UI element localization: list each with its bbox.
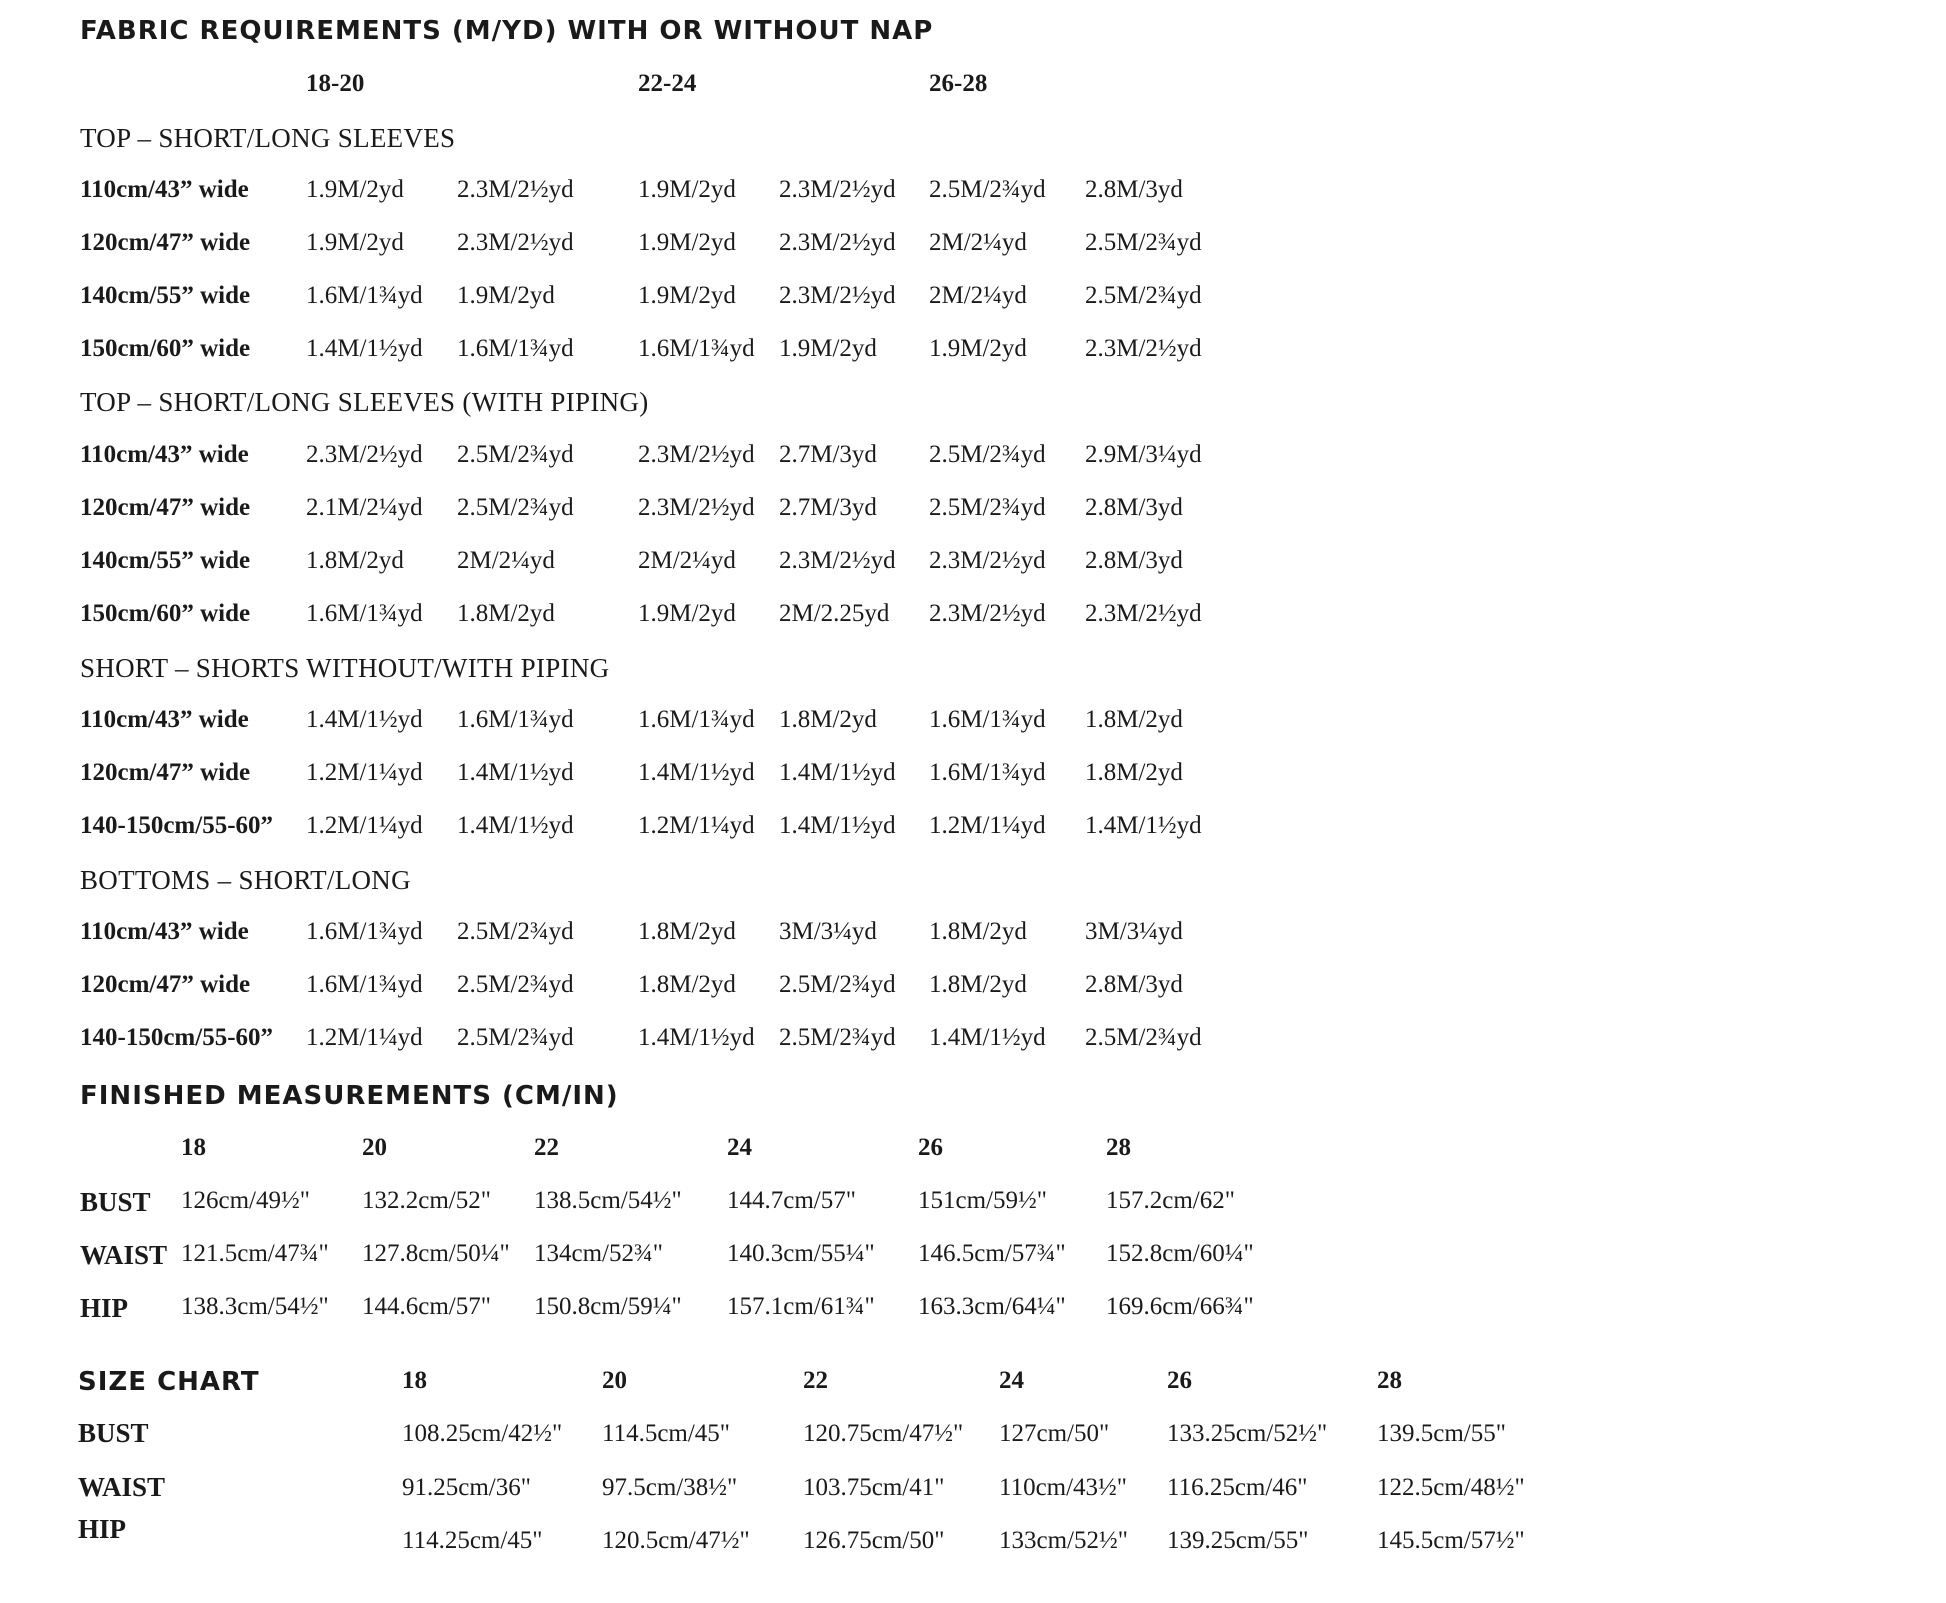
measurement-value: 140.3cm/55¼" — [727, 1240, 875, 1267]
size-chart-value: 120.75cm/47½" — [803, 1420, 964, 1447]
size-chart-value: 114.5cm/45" — [602, 1420, 731, 1447]
fabric-value: 2.3M/2½yd — [779, 229, 896, 256]
size-header: 28 — [1106, 1134, 1131, 1161]
fabric-value: 2.5M/2¾yd — [457, 918, 574, 945]
size-chart-value: 108.25cm/42½" — [402, 1420, 563, 1447]
fabric-value: 2.5M/2¾yd — [457, 971, 574, 998]
fabric-value: 2.3M/2½yd — [457, 229, 574, 256]
fabric-value: 1.6M/1¾yd — [929, 759, 1046, 786]
fabric-row — [0, 441, 1946, 481]
fabric-value: 2.5M/2¾yd — [929, 176, 1046, 203]
size-chart-value: 114.25cm/45" — [402, 1527, 543, 1554]
fabric-value: 1.8M/2yd — [779, 706, 877, 733]
fabric-value: 1.6M/1¾yd — [929, 706, 1046, 733]
size-chart-value: 110cm/43½" — [999, 1474, 1128, 1501]
fabric-value: 2M/2¼yd — [638, 547, 736, 574]
fabric-value: 2.7M/3yd — [779, 441, 877, 468]
fabric-value: 2.1M/2¼yd — [306, 494, 423, 521]
fabric-title: FABRIC REQUIREMENTS (M/YD) WITH OR WITHOUT NAP — [80, 16, 934, 46]
fabric-row — [0, 494, 1946, 534]
fabric-row — [0, 706, 1946, 746]
fabric-row — [0, 547, 1946, 587]
fabric-value: 1.9M/2yd — [457, 282, 555, 309]
measurement-value: 169.6cm/66¾" — [1106, 1293, 1254, 1320]
fabric-value: 2.3M/2½yd — [638, 441, 755, 468]
fabric-value: 2.8M/3yd — [1085, 176, 1183, 203]
size-header: 28 — [1377, 1367, 1402, 1394]
size-chart-label: WAIST — [78, 1472, 166, 1502]
fabric-value: 1.9M/2yd — [638, 600, 736, 627]
measurement-value: 144.6cm/57" — [362, 1293, 491, 1320]
fabric-value: 3M/3¼yd — [779, 918, 877, 945]
fabric-value: 2.5M/2¾yd — [457, 441, 574, 468]
fabric-value: 2.3M/2½yd — [1085, 600, 1202, 627]
fabric-value: 2M/2¼yd — [929, 282, 1027, 309]
measurement-value: 157.1cm/61¾" — [727, 1293, 875, 1320]
fabric-value: 2.3M/2½yd — [779, 176, 896, 203]
fabric-value: 1.2M/1¼yd — [638, 812, 755, 839]
fabric-value: 1.4M/1½yd — [779, 759, 896, 786]
fabric-value: 1.8M/2yd — [638, 918, 736, 945]
fabric-value: 1.8M/2yd — [929, 971, 1027, 998]
size-chart-value: 103.75cm/41" — [803, 1474, 945, 1501]
fabric-value: 1.4M/1½yd — [638, 1024, 755, 1051]
fabric-value: 1.2M/1¼yd — [306, 1024, 423, 1051]
fabric-value: 1.4M/1½yd — [457, 759, 574, 786]
fabric-value: 1.9M/2yd — [929, 335, 1027, 362]
section-title: SHORT – SHORTS WITHOUT/WITH PIPING — [80, 653, 610, 683]
size-chart-value: 120.5cm/47½" — [602, 1527, 750, 1554]
size-chart-label: HIP — [78, 1514, 127, 1544]
fabric-value: 1.4M/1½yd — [638, 759, 755, 786]
fabric-value: 1.2M/1¼yd — [929, 812, 1046, 839]
fabric-width-label: 110cm/43” wide — [80, 706, 249, 733]
fabric-value: 1.9M/2yd — [306, 229, 404, 256]
fabric-value: 1.6M/1¾yd — [457, 335, 574, 362]
fabric-width-label: 120cm/47” wide — [80, 971, 251, 998]
fabric-row — [0, 335, 1946, 375]
fabric-value: 1.9M/2yd — [638, 282, 736, 309]
size-chart-value: 133.25cm/52½" — [1167, 1420, 1328, 1447]
size-header: 18 — [402, 1367, 427, 1394]
size-chart-row — [0, 1527, 1946, 1567]
finished-row — [0, 1187, 1946, 1227]
size-chart-value: 97.5cm/38½" — [602, 1474, 738, 1501]
fabric-row — [0, 600, 1946, 640]
measurement-value: 151cm/59½" — [918, 1187, 1047, 1214]
fabric-row — [0, 282, 1946, 322]
size-header: 24 — [727, 1134, 752, 1161]
fabric-value: 1.4M/1½yd — [929, 1024, 1046, 1051]
fabric-value: 1.8M/2yd — [638, 971, 736, 998]
section-title: TOP – SHORT/LONG SLEEVES — [80, 123, 456, 153]
measurement-value: 163.3cm/64¼" — [918, 1293, 1066, 1320]
fabric-value: 2.3M/2½yd — [929, 547, 1046, 574]
fabric-value: 1.6M/1¾yd — [638, 706, 755, 733]
fabric-value: 2.5M/2¾yd — [457, 1024, 574, 1051]
measurement-value: 144.7cm/57" — [727, 1187, 856, 1214]
size-header: 24 — [999, 1367, 1024, 1394]
fabric-value: 1.6M/1¾yd — [306, 282, 423, 309]
fabric-value: 1.8M/2yd — [457, 600, 555, 627]
size-chart-value: 139.25cm/55" — [1167, 1527, 1309, 1554]
fabric-width-label: 120cm/47” wide — [80, 759, 251, 786]
fabric-value: 2.5M/2¾yd — [457, 494, 574, 521]
fabric-value: 2.9M/3¼yd — [1085, 441, 1202, 468]
fabric-row — [0, 918, 1946, 958]
measurement-value: 138.3cm/54½" — [181, 1293, 329, 1320]
fabric-value: 1.6M/1¾yd — [457, 706, 574, 733]
fabric-value: 2.3M/2½yd — [638, 494, 755, 521]
fabric-value: 2.3M/2½yd — [306, 441, 423, 468]
finished-row — [0, 1293, 1946, 1333]
fabric-row — [0, 176, 1946, 216]
fabric-value: 1.8M/2yd — [1085, 759, 1183, 786]
size-group-header: 26-28 — [929, 70, 988, 97]
size-chart-value: 145.5cm/57½" — [1377, 1527, 1525, 1554]
fabric-value: 2.5M/2¾yd — [779, 971, 896, 998]
fabric-value: 1.6M/1¾yd — [306, 918, 423, 945]
fabric-value: 1.8M/2yd — [306, 547, 404, 574]
fabric-value: 2.7M/3yd — [779, 494, 877, 521]
measurement-label: WAIST — [80, 1240, 168, 1270]
fabric-value: 2.8M/3yd — [1085, 971, 1183, 998]
fabric-width-label: 140cm/55” wide — [80, 547, 251, 574]
fabric-value: 2.8M/3yd — [1085, 494, 1183, 521]
size-header: 22 — [534, 1134, 559, 1161]
size-chart-value: 91.25cm/36" — [402, 1474, 531, 1501]
fabric-value: 1.4M/1½yd — [457, 812, 574, 839]
fabric-row — [0, 229, 1946, 269]
size-chart-title: SIZE CHART — [78, 1367, 260, 1397]
measurement-label: BUST — [80, 1187, 151, 1217]
fabric-value: 2.3M/2½yd — [779, 547, 896, 574]
fabric-value: 1.9M/2yd — [638, 176, 736, 203]
fabric-width-label: 110cm/43” wide — [80, 918, 249, 945]
size-chart-value: 133cm/52½" — [999, 1527, 1128, 1554]
fabric-value: 2M/2¼yd — [457, 547, 555, 574]
size-header: 20 — [362, 1134, 387, 1161]
fabric-width-label: 140-150cm/55-60” — [80, 812, 274, 839]
fabric-width-label: 140-150cm/55-60” — [80, 1024, 274, 1051]
measurement-value: 157.2cm/62" — [1106, 1187, 1235, 1214]
fabric-row — [0, 971, 1946, 1011]
measurement-value: 127.8cm/50¼" — [362, 1240, 510, 1267]
fabric-value: 2.5M/2¾yd — [1085, 229, 1202, 256]
fabric-value: 2M/2¼yd — [929, 229, 1027, 256]
measurement-value: 146.5cm/57¾" — [918, 1240, 1066, 1267]
section-title: TOP – SHORT/LONG SLEEVES (WITH PIPING) — [80, 387, 649, 417]
fabric-width-label: 150cm/60” wide — [80, 335, 251, 362]
fabric-value: 1.4M/1½yd — [1085, 812, 1202, 839]
fabric-value: 2.3M/2½yd — [779, 282, 896, 309]
fabric-value: 2.3M/2½yd — [929, 600, 1046, 627]
fabric-value: 1.8M/2yd — [1085, 706, 1183, 733]
size-chart-label: BUST — [78, 1418, 149, 1448]
size-chart-value: 127cm/50" — [999, 1420, 1110, 1447]
measurement-value: 152.8cm/60¼" — [1106, 1240, 1254, 1267]
fabric-width-label: 110cm/43” wide — [80, 441, 249, 468]
fabric-value: 1.2M/1¼yd — [306, 759, 423, 786]
size-header: 18 — [181, 1134, 206, 1161]
size-chart-row — [0, 1420, 1946, 1460]
measurement-label: HIP — [80, 1293, 129, 1323]
fabric-width-label: 120cm/47” wide — [80, 494, 251, 521]
finished-measurements-title: FINISHED MEASUREMENTS (CM/IN) — [80, 1081, 619, 1111]
size-chart-row — [0, 1474, 1946, 1514]
fabric-value: 2.5M/2¾yd — [1085, 282, 1202, 309]
size-group-header: 22-24 — [638, 70, 697, 97]
size-chart-value: 126.75cm/50" — [803, 1527, 945, 1554]
fabric-value: 1.9M/2yd — [779, 335, 877, 362]
size-group-header: 18-20 — [306, 70, 365, 97]
fabric-value: 3M/3¼yd — [1085, 918, 1183, 945]
fabric-value: 2M/2.25yd — [779, 600, 890, 627]
measurement-value: 134cm/52¾" — [534, 1240, 663, 1267]
fabric-value: 1.6M/1¾yd — [306, 600, 423, 627]
measurement-value: 132.2cm/52" — [362, 1187, 491, 1214]
fabric-value: 1.8M/2yd — [929, 918, 1027, 945]
fabric-value: 1.9M/2yd — [638, 229, 736, 256]
measurement-value: 126cm/49½" — [181, 1187, 310, 1214]
section-title: BOTTOMS – SHORT/LONG — [80, 865, 411, 895]
fabric-row — [0, 812, 1946, 852]
size-chart-value: 116.25cm/46" — [1167, 1474, 1308, 1501]
fabric-value: 1.2M/1¼yd — [306, 812, 423, 839]
measurement-value: 150.8cm/59¼" — [534, 1293, 682, 1320]
fabric-value: 1.6M/1¾yd — [306, 971, 423, 998]
size-header: 22 — [803, 1367, 828, 1394]
fabric-value: 2.3M/2½yd — [457, 176, 574, 203]
size-header: 26 — [1167, 1367, 1192, 1394]
measurement-value: 121.5cm/47¾" — [181, 1240, 329, 1267]
size-chart-value: 139.5cm/55" — [1377, 1420, 1506, 1447]
fabric-value: 1.9M/2yd — [306, 176, 404, 203]
fabric-value: 1.6M/1¾yd — [638, 335, 755, 362]
fabric-row — [0, 759, 1946, 799]
fabric-width-label: 150cm/60” wide — [80, 600, 251, 627]
fabric-value: 1.4M/1½yd — [779, 812, 896, 839]
fabric-width-label: 110cm/43” wide — [80, 176, 249, 203]
fabric-value: 1.4M/1½yd — [306, 706, 423, 733]
fabric-value: 2.3M/2½yd — [1085, 335, 1202, 362]
fabric-row — [0, 1024, 1946, 1064]
finished-row — [0, 1240, 1946, 1280]
fabric-value: 1.4M/1½yd — [306, 335, 423, 362]
fabric-value: 2.5M/2¾yd — [929, 441, 1046, 468]
fabric-value: 2.5M/2¾yd — [779, 1024, 896, 1051]
size-chart-value: 122.5cm/48½" — [1377, 1474, 1525, 1501]
size-header: 26 — [918, 1134, 943, 1161]
measurement-value: 138.5cm/54½" — [534, 1187, 682, 1214]
fabric-value: 2.5M/2¾yd — [929, 494, 1046, 521]
size-header: 20 — [602, 1367, 627, 1394]
fabric-width-label: 140cm/55” wide — [80, 282, 251, 309]
fabric-width-label: 120cm/47” wide — [80, 229, 251, 256]
fabric-value: 2.8M/3yd — [1085, 547, 1183, 574]
fabric-value: 2.5M/2¾yd — [1085, 1024, 1202, 1051]
